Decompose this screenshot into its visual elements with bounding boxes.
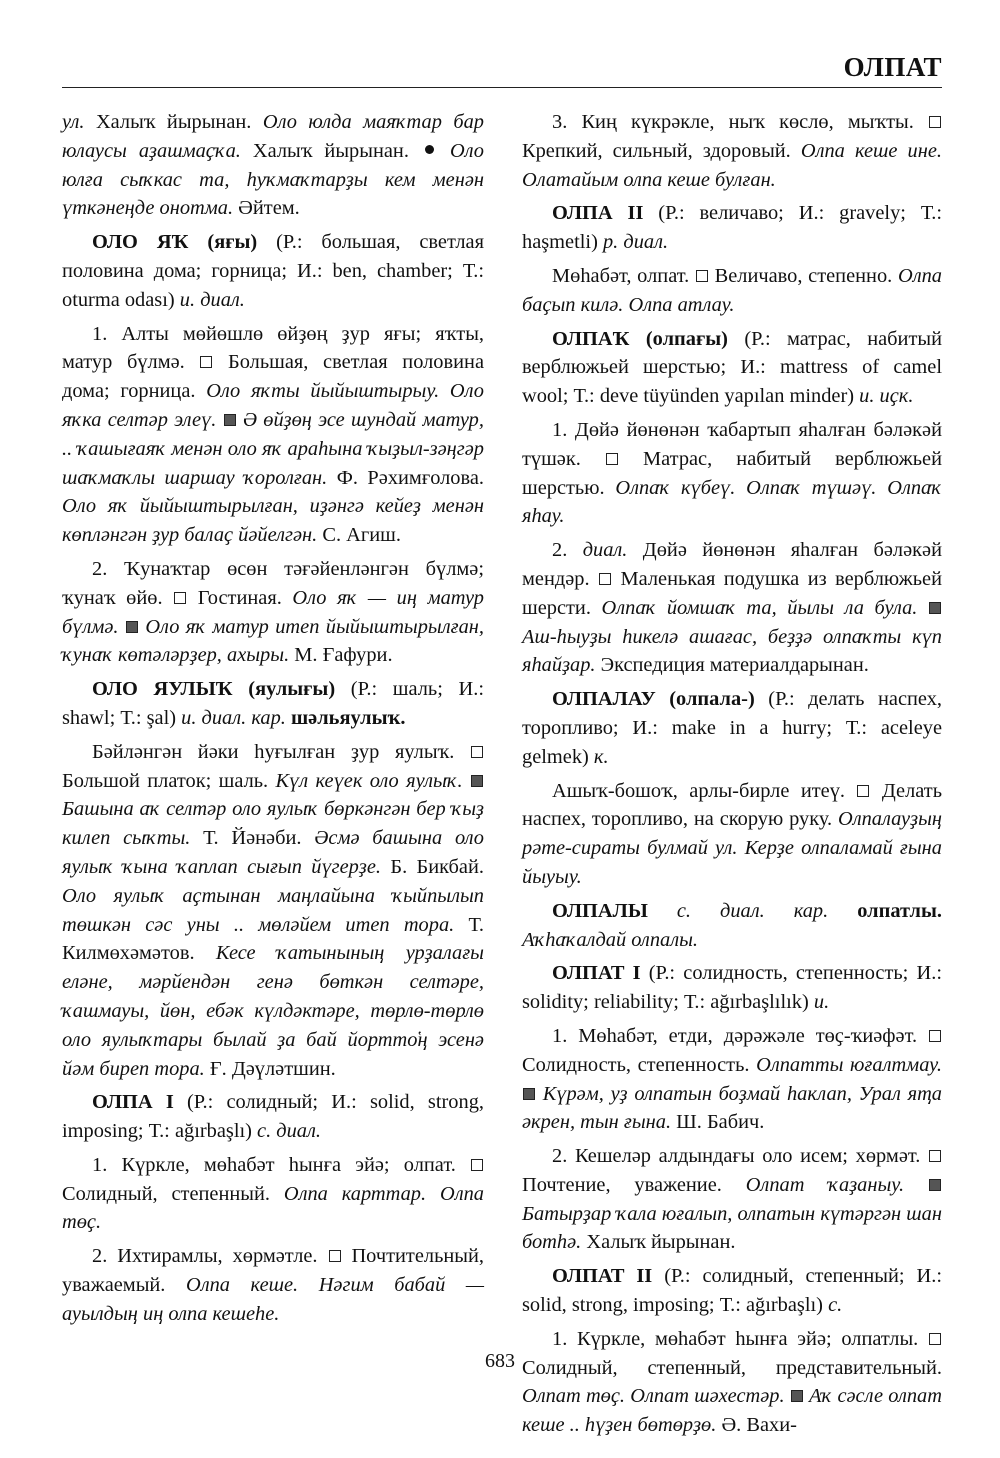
body-text: (Р.: солидный; И.: solid, strong, imposing; Т.: ağırbaşlı) <box>62 1091 484 1143</box>
dictionary-entry-paragraph <box>522 897 942 955</box>
body-text: Матрас, набитый верблюжьей шерстью. <box>522 447 942 499</box>
italic-text: Әсмә башына оло яулыҡ ҡына ҡаплап сығып йүгерҙе. <box>62 827 484 878</box>
body-text: (Р.: солидный, степенный; И.: solid, strong, imposing; Т.: ağırbaşlı) <box>522 1265 942 1317</box>
body-text: (Р.: большая, светлая половина дома; горница; И.: ben, chamber; Т.: oturma odası) <box>62 231 484 311</box>
running-head: ОЛПАТ <box>843 52 942 82</box>
translation-marker-icon <box>929 1150 941 1162</box>
italic-text: Оло яҡ йыйыштырылған, иҙәнгә кейеҙ менән көпләнгән ҙур балаҫ йәйелгән. <box>62 495 484 547</box>
body-text: (Р.: матрас, набитый верблюжьей шерстью; И.: mattress of camel wool; Т.: deve tüyünden yapılan minder) <box>522 327 942 408</box>
body-text <box>785 1385 790 1407</box>
body-text: Крепкий, сильный, здоровый. <box>522 139 801 162</box>
headword: шәльяулыҡ. <box>290 706 406 729</box>
dictionary-entry-paragraph <box>62 738 484 1084</box>
italic-text: Олпалауҙың рәте-сираты булмай ул. Керҙе олпаламай ғына йыуыу. <box>522 808 942 888</box>
italic-text: Кесе ҡатынының урҙалағы еләне, мәрйендән генә бөткән селтәре, ҡашмауы, йөн, ебәк күлдәктәре, төрлө-төрлө оло яулыҡтары былай ҙа бай йортто҅ң эсенә йәм биреп тора. <box>62 942 484 1080</box>
body-text: Халыҡ йырынан. <box>84 111 263 133</box>
translation-marker-icon <box>329 1250 341 1262</box>
body-text: (Р.: шаль; И.: shawl; Т.: şal) <box>62 678 485 729</box>
translation-marker-icon <box>599 573 611 585</box>
translation-marker-icon <box>471 1159 483 1171</box>
italic-text: Ә өйҙөң эсе шундай матур, .. ҡашығаяҡ менән оло яҡ араһына ҡыҙыл-зәңгәр шаҡмаҡлы шаршау ҡоролған. <box>62 408 484 489</box>
italic-text: и. диал. <box>179 288 245 311</box>
headword: ОЛПАЛАУ (олпала-) <box>552 688 755 711</box>
dictionary-entry-paragraph <box>522 199 942 257</box>
translation-marker-icon <box>929 1333 941 1345</box>
body-text <box>463 770 470 792</box>
dictionary-entry-paragraph <box>522 685 942 771</box>
italic-text: и. <box>813 991 830 1014</box>
italic-text: Олпаҡ күбеү. Олпаҡ түшәү. Олпаҡ яһау. <box>522 476 942 528</box>
body-text: 2. <box>552 539 583 562</box>
body-text: Әйтем. <box>233 197 300 220</box>
headword: ОЛПА I <box>92 1091 174 1114</box>
body-text: Ф. Рәхимғолова. <box>327 466 484 489</box>
translation-marker-icon <box>929 1030 941 1042</box>
italic-text: ул. <box>62 111 85 133</box>
italic-text: р. диал. <box>602 231 669 254</box>
body-text: Гостиная. <box>187 586 293 609</box>
left-column <box>62 108 484 1334</box>
dictionary-entry-paragraph <box>522 262 942 320</box>
headword: ОЛПА II <box>552 202 644 225</box>
italic-text: к. <box>593 745 609 768</box>
citation-marker-icon <box>224 414 236 426</box>
dictionary-entry-paragraph <box>62 108 484 223</box>
body-text <box>536 1083 543 1105</box>
citation-marker-icon <box>126 621 138 633</box>
italic-text: с. <box>828 1294 843 1317</box>
headword: ОЛПАТ I <box>552 962 641 985</box>
dictionary-entry-paragraph <box>62 555 484 670</box>
body-text: С. Агиш. <box>317 524 401 547</box>
dictionary-entry-paragraph <box>522 1262 942 1320</box>
dictionary-entry-paragraph <box>522 1022 942 1137</box>
body-text: Б. Бикбай. <box>380 855 484 878</box>
body-text <box>648 900 677 922</box>
headword: ОЛПАЛЫ <box>552 899 648 922</box>
body-text: Экспедиция материалдарынан. <box>595 654 869 677</box>
translation-marker-icon <box>929 116 941 128</box>
citation-marker-icon <box>929 602 941 614</box>
body-text: 2. Кешеләр алдындағы оло исем; хөрмәт. <box>552 1145 928 1168</box>
italic-text: Батырҙар ҡала юғалып, олпатын күтәргән шан ботһә. <box>522 1202 942 1254</box>
body-text: Солидность, степенность. <box>522 1053 757 1076</box>
body-text <box>904 1174 928 1196</box>
headword: ОЛО ЯҠ (яғы) <box>92 231 258 254</box>
body-text: Т. Йәнәби. <box>190 827 315 850</box>
italic-text: Аш-һыуҙы һикелә ашағас, беҙҙә олпаҡты күп яһайҙар. <box>522 625 942 677</box>
body-text: 1. Дөйә йөнөнән ҡабартып яһалған бәләкәй түшәк. <box>522 418 942 470</box>
body-text: (Р.: делать наспех, торопливо; И.: make in a hurry; Т.: aceleye gelmek) <box>522 688 943 768</box>
italic-text: Олпат төҫ. Олпат шәхестәр. <box>522 1385 785 1408</box>
dictionary-entry-paragraph <box>522 108 942 194</box>
body-text: (Р.: солидность, степенность; И.: solidity; reliability; Т.: ağırbaşlılık) <box>522 962 942 1014</box>
italic-text: Аҡ сәсле олпат кеше .. һүҙен бөтөрҙө. <box>522 1385 942 1437</box>
translation-marker-icon <box>471 746 483 758</box>
body-text <box>917 597 928 619</box>
body-text: 1. Күркле, мөһабәт һынға эйә; олпат. <box>92 1153 470 1176</box>
italic-text: Олпаҡ йомшаҡ та, йылы ла була. <box>601 596 918 619</box>
body-text: Ашыҡ-бошоҡ, арлы-бирле итеү. <box>552 779 857 802</box>
body-text <box>119 616 125 638</box>
header-rule <box>62 87 942 88</box>
translation-marker-icon <box>200 356 212 368</box>
headword: ОЛО ЯУЛЫҠ (яулығы) <box>92 678 336 701</box>
italic-text: Оло яҡ матур итеп йыйыштырылған, ҡунаҡ көтәләрҙер, ахыры. <box>62 615 484 667</box>
citation-marker-icon <box>523 1088 535 1100</box>
body-text: Халыҡ йырынан. <box>240 139 421 162</box>
dictionary-entry-paragraph <box>522 416 942 531</box>
italic-text: Аҡһаҡалдай олпалы. <box>522 928 699 951</box>
dictionary-entry-paragraph <box>522 1142 942 1257</box>
dictionary-entry-paragraph <box>522 325 942 411</box>
body-text: Почтительный, уважаемый. <box>62 1245 484 1297</box>
italic-text: с. диал. <box>257 1120 321 1143</box>
body-text: Величаво, степенно. <box>708 264 898 287</box>
citation-marker-icon <box>471 775 483 787</box>
citation-marker-icon <box>929 1179 941 1191</box>
italic-text: Оло яҡ — иң матур бүлмә. <box>62 586 484 638</box>
italic-text: с. диал. кар. <box>676 899 829 922</box>
body-text <box>828 900 857 922</box>
italic-text: и. диал. кар. <box>181 706 286 729</box>
body-text: М. Ғафури. <box>289 644 393 667</box>
italic-text: Олпа карттар. Олпа төҫ. <box>62 1182 484 1234</box>
body-text: Мөһабәт, олпат. <box>552 264 695 287</box>
body-text: Большой платок; шаль. <box>62 769 276 792</box>
body-text: 1. Күркле, мөһабәт һынға эйә; олпатлы. <box>552 1327 928 1350</box>
body-text: Т. Килмөхәмәтов. <box>62 913 484 965</box>
italic-text: Оло яулыҡ аҫтынан маңлайына ҡыйпылып төшкән сәс уны .. мөләйем итеп тора. <box>62 884 484 936</box>
dictionary-entry-paragraph <box>62 1242 484 1328</box>
body-text: Ғ. Дәүләтшин. <box>204 1057 336 1080</box>
dictionary-entry-paragraph <box>522 959 942 1017</box>
italic-text: Олпат ҡаҙаныу. <box>745 1173 905 1196</box>
italic-text: Олпа кеше. Нәгим бабай — ауылдың иң олпа кешеһе. <box>62 1274 484 1325</box>
italic-text: Олпа кеше ине. Олатайым олпа кеше булған. <box>522 139 942 191</box>
body-text <box>438 140 450 162</box>
body-text: Почтение, уважение. <box>522 1173 746 1196</box>
body-text: 2. Ихтирамлы, хөрмәтле. <box>92 1245 328 1268</box>
body-text <box>216 409 222 431</box>
italic-text: Оло юлда маяҡтар бар юлаусы аҙашмаҫҡа. <box>62 111 484 162</box>
translation-marker-icon <box>174 592 186 604</box>
translation-marker-icon <box>606 453 618 465</box>
body-text: 2. Ҡунаҡтар өсөн тәғәйенләнгән бүлмә; ҡунаҡ өйө. <box>62 557 484 609</box>
body-text: Ә. Вахи- <box>716 1414 797 1437</box>
citation-marker-icon <box>791 1390 803 1402</box>
body-text: Солидный, степенный. <box>62 1182 284 1205</box>
italic-text: Олпатты юғалтмау. <box>756 1053 942 1076</box>
body-text: Халыҡ йырынан. <box>581 1231 736 1254</box>
italic-text: диал. <box>582 539 628 562</box>
body-text: Дөйә йөнөнән яһалған бәләкәй мендәр. <box>522 539 943 590</box>
translation-marker-icon <box>857 785 869 797</box>
body-text: 1. Мөһабәт, етди, дәрәжәле төҫ-ҡиәфәт. <box>552 1024 928 1047</box>
body-text: Маленькая подушка из верблюжьей шерсти. <box>522 567 942 619</box>
body-text: 3. Киң күкрәкле, ныҡ көслө, мыҡты. <box>552 111 928 133</box>
italic-text: Оло яҡты йыйыштырыу. Оло яҡка селтәр элеү. <box>62 380 484 431</box>
body-text: Бәйләнгән йәки һуғылған ҙур яулыҡ. <box>92 740 470 763</box>
italic-text: Башына аҡ селтәр оло яулыҡ бөркәнгән бер ҡыҙ килеп сыҡты. <box>62 798 484 850</box>
page-number: 683 <box>485 1350 515 1372</box>
body-text: Солидный, степенный, представительный. <box>522 1356 942 1379</box>
body-text: (Р.: величаво; И.: gravely; Т.: haşmetli) <box>522 202 943 254</box>
body-text: Ш. Бабич. <box>671 1111 765 1134</box>
body-text: 1. Алты мөйөшлө өйҙөң ҙур яғы; яҡты, матур бүлмә. <box>62 322 484 374</box>
headword: ОЛПАТ II <box>552 1265 653 1288</box>
translation-marker-icon <box>696 270 708 282</box>
italic-text: Олпа баҫып килә. Олпа атлау. <box>522 264 942 316</box>
body-text: Делать наспех, торопливо, на скорую руку. <box>522 779 942 831</box>
italic-text: Күл кеүек оло яулыҡ. <box>275 769 463 792</box>
italic-text: и. иҫк. <box>859 385 914 408</box>
dictionary-entry-paragraph <box>62 228 484 314</box>
dictionary-entry-paragraph <box>62 675 484 733</box>
dictionary-entry-paragraph <box>62 1088 484 1146</box>
dictionary-entry-paragraph <box>522 777 942 892</box>
dictionary-entry-paragraph <box>62 320 484 550</box>
right-column <box>522 108 942 1445</box>
dictionary-entry-paragraph <box>522 536 942 680</box>
dictionary-entry-paragraph <box>522 1325 942 1440</box>
headword: ОЛПАҠ (олпағы) <box>552 327 728 350</box>
dictionary-entry-paragraph <box>62 1151 484 1237</box>
italic-text: Күрәм, уҙ олпатын боҙмай һаклап, Урал яҭа әкрен, тын ғына. <box>522 1082 942 1134</box>
headword: олпатлы. <box>857 899 942 922</box>
body-text: Большая, светлая половина дома; горница. <box>62 351 484 403</box>
proverb-bullet-icon <box>425 145 434 154</box>
italic-text: Оло юлға сыҡкас та, һуҡмаҡтарҙы кем менән үткәнеңде онотма. <box>62 139 484 220</box>
